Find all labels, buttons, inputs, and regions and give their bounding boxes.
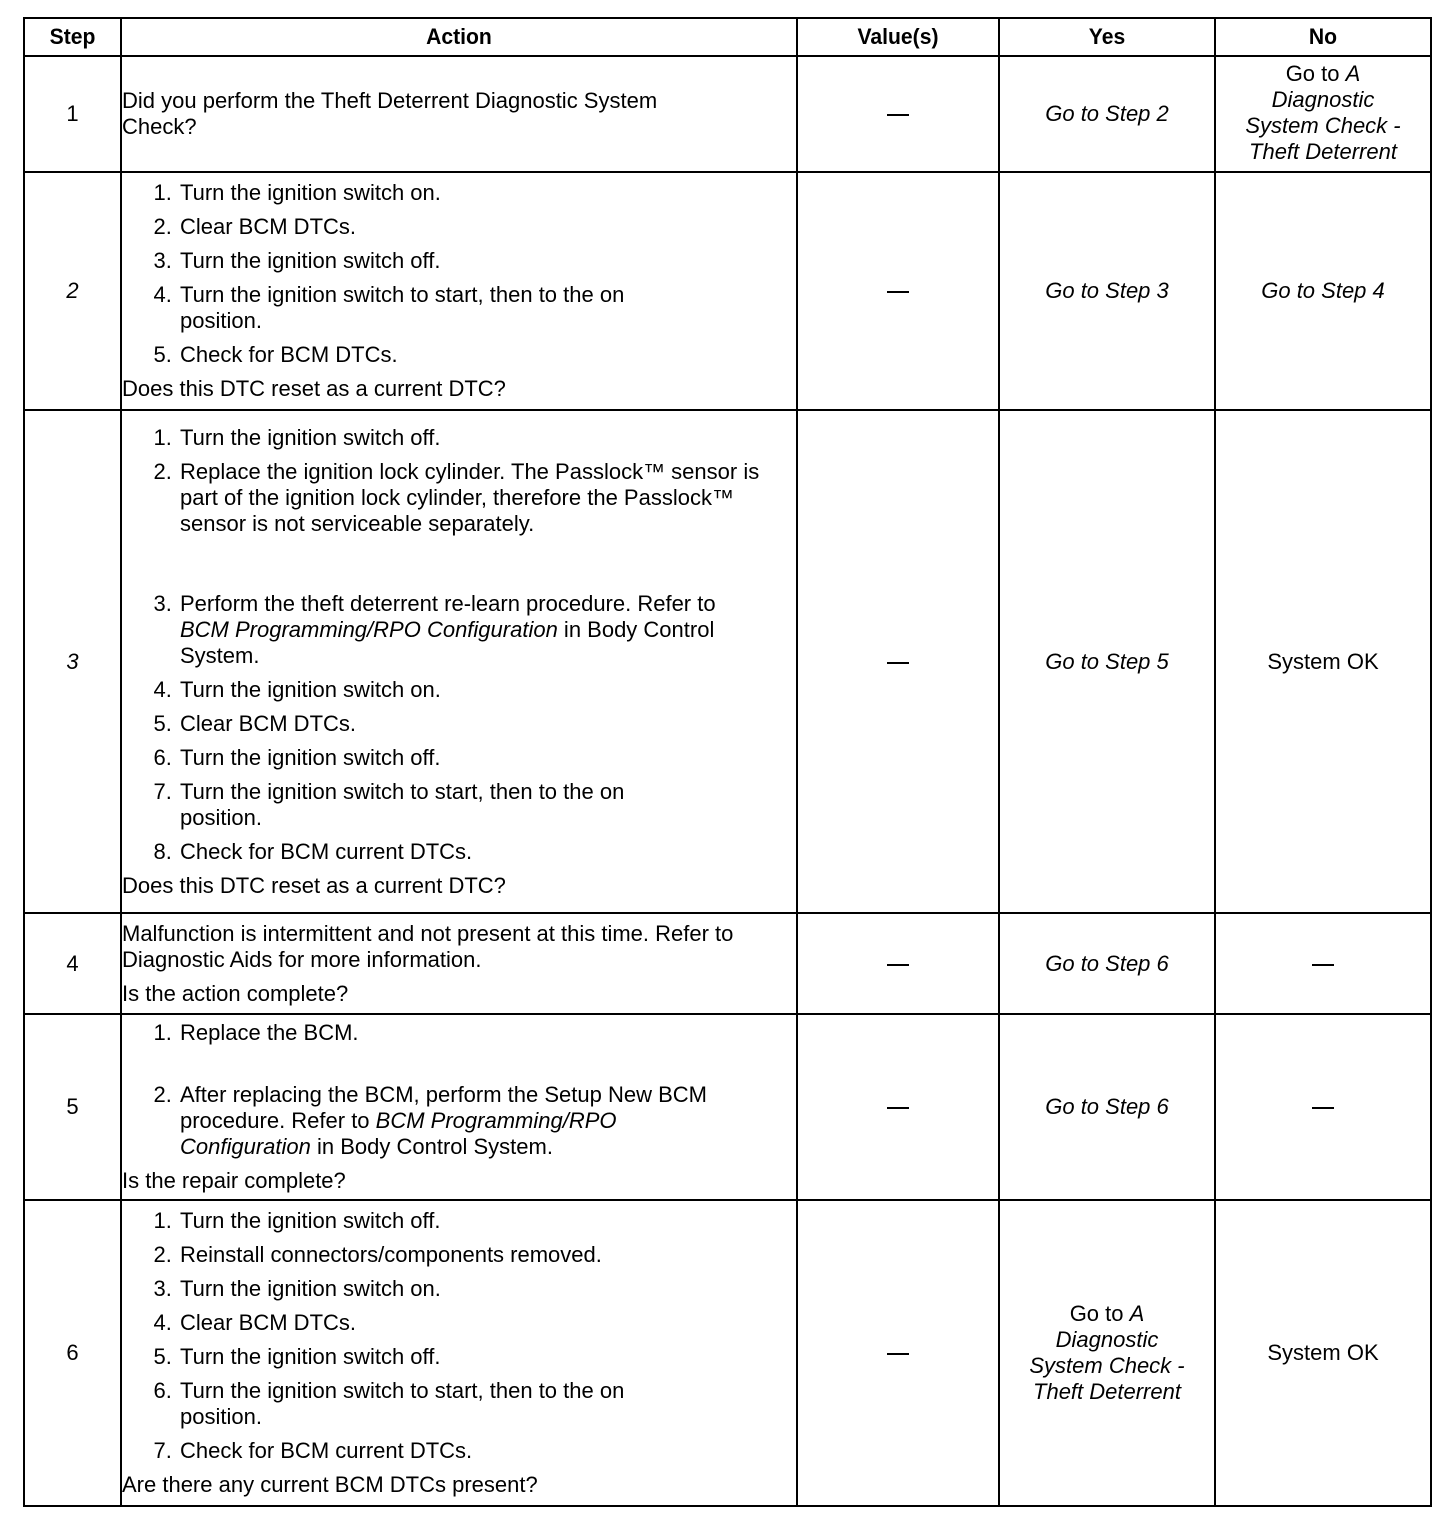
step-number: 1 bbox=[24, 56, 121, 172]
no-result: System OK bbox=[1215, 1200, 1431, 1506]
dash-mark bbox=[887, 291, 909, 293]
step-row-5 bbox=[24, 1014, 1431, 1200]
header-no: No bbox=[1219, 18, 1426, 56]
step-row-6 bbox=[24, 1200, 1431, 1506]
step-number: 5 bbox=[24, 1014, 121, 1200]
list-item: 3. Turn the ignition switch on. bbox=[153, 1276, 441, 1301]
value-cell bbox=[797, 1200, 999, 1506]
dash-mark bbox=[1312, 964, 1334, 966]
list-item: 2. Reinstall connectors/components removed. bbox=[153, 1242, 602, 1267]
step-number: 4 bbox=[24, 913, 121, 1014]
dash-mark bbox=[887, 964, 909, 966]
action-question: Are there any current BCM DTCs present? bbox=[122, 1472, 538, 1497]
goto-prefix: Go to bbox=[1069, 1301, 1130, 1326]
no-cell bbox=[1215, 913, 1431, 1014]
action-cell bbox=[121, 1014, 797, 1200]
value-cell bbox=[797, 410, 999, 913]
list-item: 4. Turn the ignition switch to start, then to the on position. bbox=[153, 282, 625, 333]
dash-mark bbox=[887, 1353, 909, 1355]
action-cell bbox=[121, 410, 797, 913]
step-row-2 bbox=[24, 172, 1431, 410]
action-question: Does this DTC reset as a current DTC? bbox=[122, 872, 506, 898]
step-row-4 bbox=[24, 913, 1431, 1014]
action-list bbox=[122, 1208, 796, 1464]
no-cell bbox=[1215, 1014, 1431, 1200]
yes-link[interactable]: Go to Step 6 bbox=[999, 1014, 1215, 1200]
list-item: 2. After replacing the BCM, perform the Setup New BCM procedure. Refer to BCM Programming/RPO Configuration in Body Control System. bbox=[153, 1082, 707, 1159]
list-item: 2. Clear BCM DTCs. bbox=[153, 214, 357, 239]
list-item: 7. Check for BCM current DTCs. bbox=[153, 1438, 473, 1463]
diagnostic-table bbox=[23, 17, 1432, 1507]
list-item: 3. Perform the theft deterrent re-learn procedure. Refer to BCM Programming/RPO Configuration in Body Control System. bbox=[153, 590, 716, 668]
list-item: 4. Clear BCM DTCs. bbox=[153, 1310, 357, 1335]
goto-prefix: Go to bbox=[1285, 61, 1346, 86]
action-list bbox=[122, 180, 796, 368]
action-cell bbox=[121, 1200, 797, 1506]
no-link[interactable]: Go to Step 4 bbox=[1215, 172, 1431, 410]
list-item: 1. Turn the ignition switch off. bbox=[153, 1208, 441, 1233]
action-list bbox=[122, 1020, 796, 1046]
list-item: 1. Turn the ignition switch on. bbox=[153, 180, 441, 205]
goto-target: A Diagnostic System Check - Theft Deterrent bbox=[1245, 61, 1401, 164]
list-item: 5. Clear BCM DTCs. bbox=[153, 710, 357, 736]
step-number: 2 bbox=[24, 172, 121, 410]
yes-link[interactable]: Go to Step 2 bbox=[999, 56, 1215, 172]
no-link[interactable] bbox=[1215, 56, 1431, 172]
step-row-3 bbox=[24, 410, 1431, 913]
goto-target: A Diagnostic System Check - Theft Deterrent bbox=[1029, 1301, 1185, 1404]
list-item: 7. Turn the ignition switch to start, then to the on position. bbox=[153, 778, 625, 830]
dash-mark bbox=[887, 1107, 909, 1109]
action-list bbox=[122, 591, 796, 865]
yes-link[interactable]: Go to Step 6 bbox=[999, 913, 1215, 1014]
yes-link[interactable]: Go to Step 3 bbox=[999, 172, 1215, 410]
action-list bbox=[122, 1082, 796, 1160]
yes-link[interactable] bbox=[999, 1200, 1215, 1506]
list-item: 1. Turn the ignition switch off. bbox=[153, 424, 441, 450]
value-cell bbox=[797, 172, 999, 410]
header-yes: Yes bbox=[1003, 18, 1210, 56]
list-item: 5. Check for BCM DTCs. bbox=[153, 342, 398, 367]
dash-mark bbox=[1312, 1107, 1334, 1109]
step-row-1 bbox=[24, 56, 1431, 172]
dash-mark bbox=[887, 114, 909, 116]
action-question: Does this DTC reset as a current DTC? bbox=[122, 376, 506, 401]
action-question: Is the repair complete? bbox=[122, 1168, 346, 1193]
value-cell bbox=[797, 56, 999, 172]
header-step: Step bbox=[26, 18, 119, 56]
list-item: 4. Turn the ignition switch on. bbox=[153, 676, 441, 702]
step-number: 6 bbox=[24, 1200, 121, 1506]
header-values: Value(s) bbox=[801, 18, 995, 56]
action-list bbox=[122, 425, 796, 537]
list-item: 8. Check for BCM current DTCs. bbox=[153, 838, 473, 864]
action-text: Did you perform the Theft Deterrent Diagnostic System Check? bbox=[122, 88, 658, 139]
list-item: 2. Replace the ignition lock cylinder. The Passlock™ sensor is part of the ignition lock cylinder, therefore the Passlock™ sensor is not serviceable separately. bbox=[153, 458, 760, 536]
header-row bbox=[24, 18, 1431, 56]
list-item: 3. Turn the ignition switch off. bbox=[153, 248, 441, 273]
list-item: 6. Turn the ignition switch off. bbox=[153, 744, 441, 770]
value-cell bbox=[797, 1014, 999, 1200]
yes-link[interactable]: Go to Step 5 bbox=[999, 410, 1215, 913]
list-item: 5. Turn the ignition switch off. bbox=[153, 1344, 441, 1369]
action-text: Malfunction is intermittent and not present at this time. Refer to Diagnostic Aids for more information. bbox=[122, 920, 734, 972]
header-action: Action bbox=[135, 18, 784, 56]
action-cell bbox=[121, 172, 797, 410]
spacer bbox=[122, 1054, 796, 1082]
action-question: Is the action complete? bbox=[122, 980, 349, 1006]
spacer bbox=[122, 545, 796, 591]
action-cell bbox=[121, 56, 797, 172]
dash-mark bbox=[887, 662, 909, 664]
no-result: System OK bbox=[1215, 410, 1431, 913]
step-number: 3 bbox=[24, 410, 121, 913]
list-item: 1. Replace the BCM. bbox=[153, 1020, 359, 1045]
action-cell bbox=[121, 913, 797, 1014]
value-cell bbox=[797, 913, 999, 1014]
list-item: 6. Turn the ignition switch to start, then to the on position. bbox=[153, 1378, 625, 1429]
